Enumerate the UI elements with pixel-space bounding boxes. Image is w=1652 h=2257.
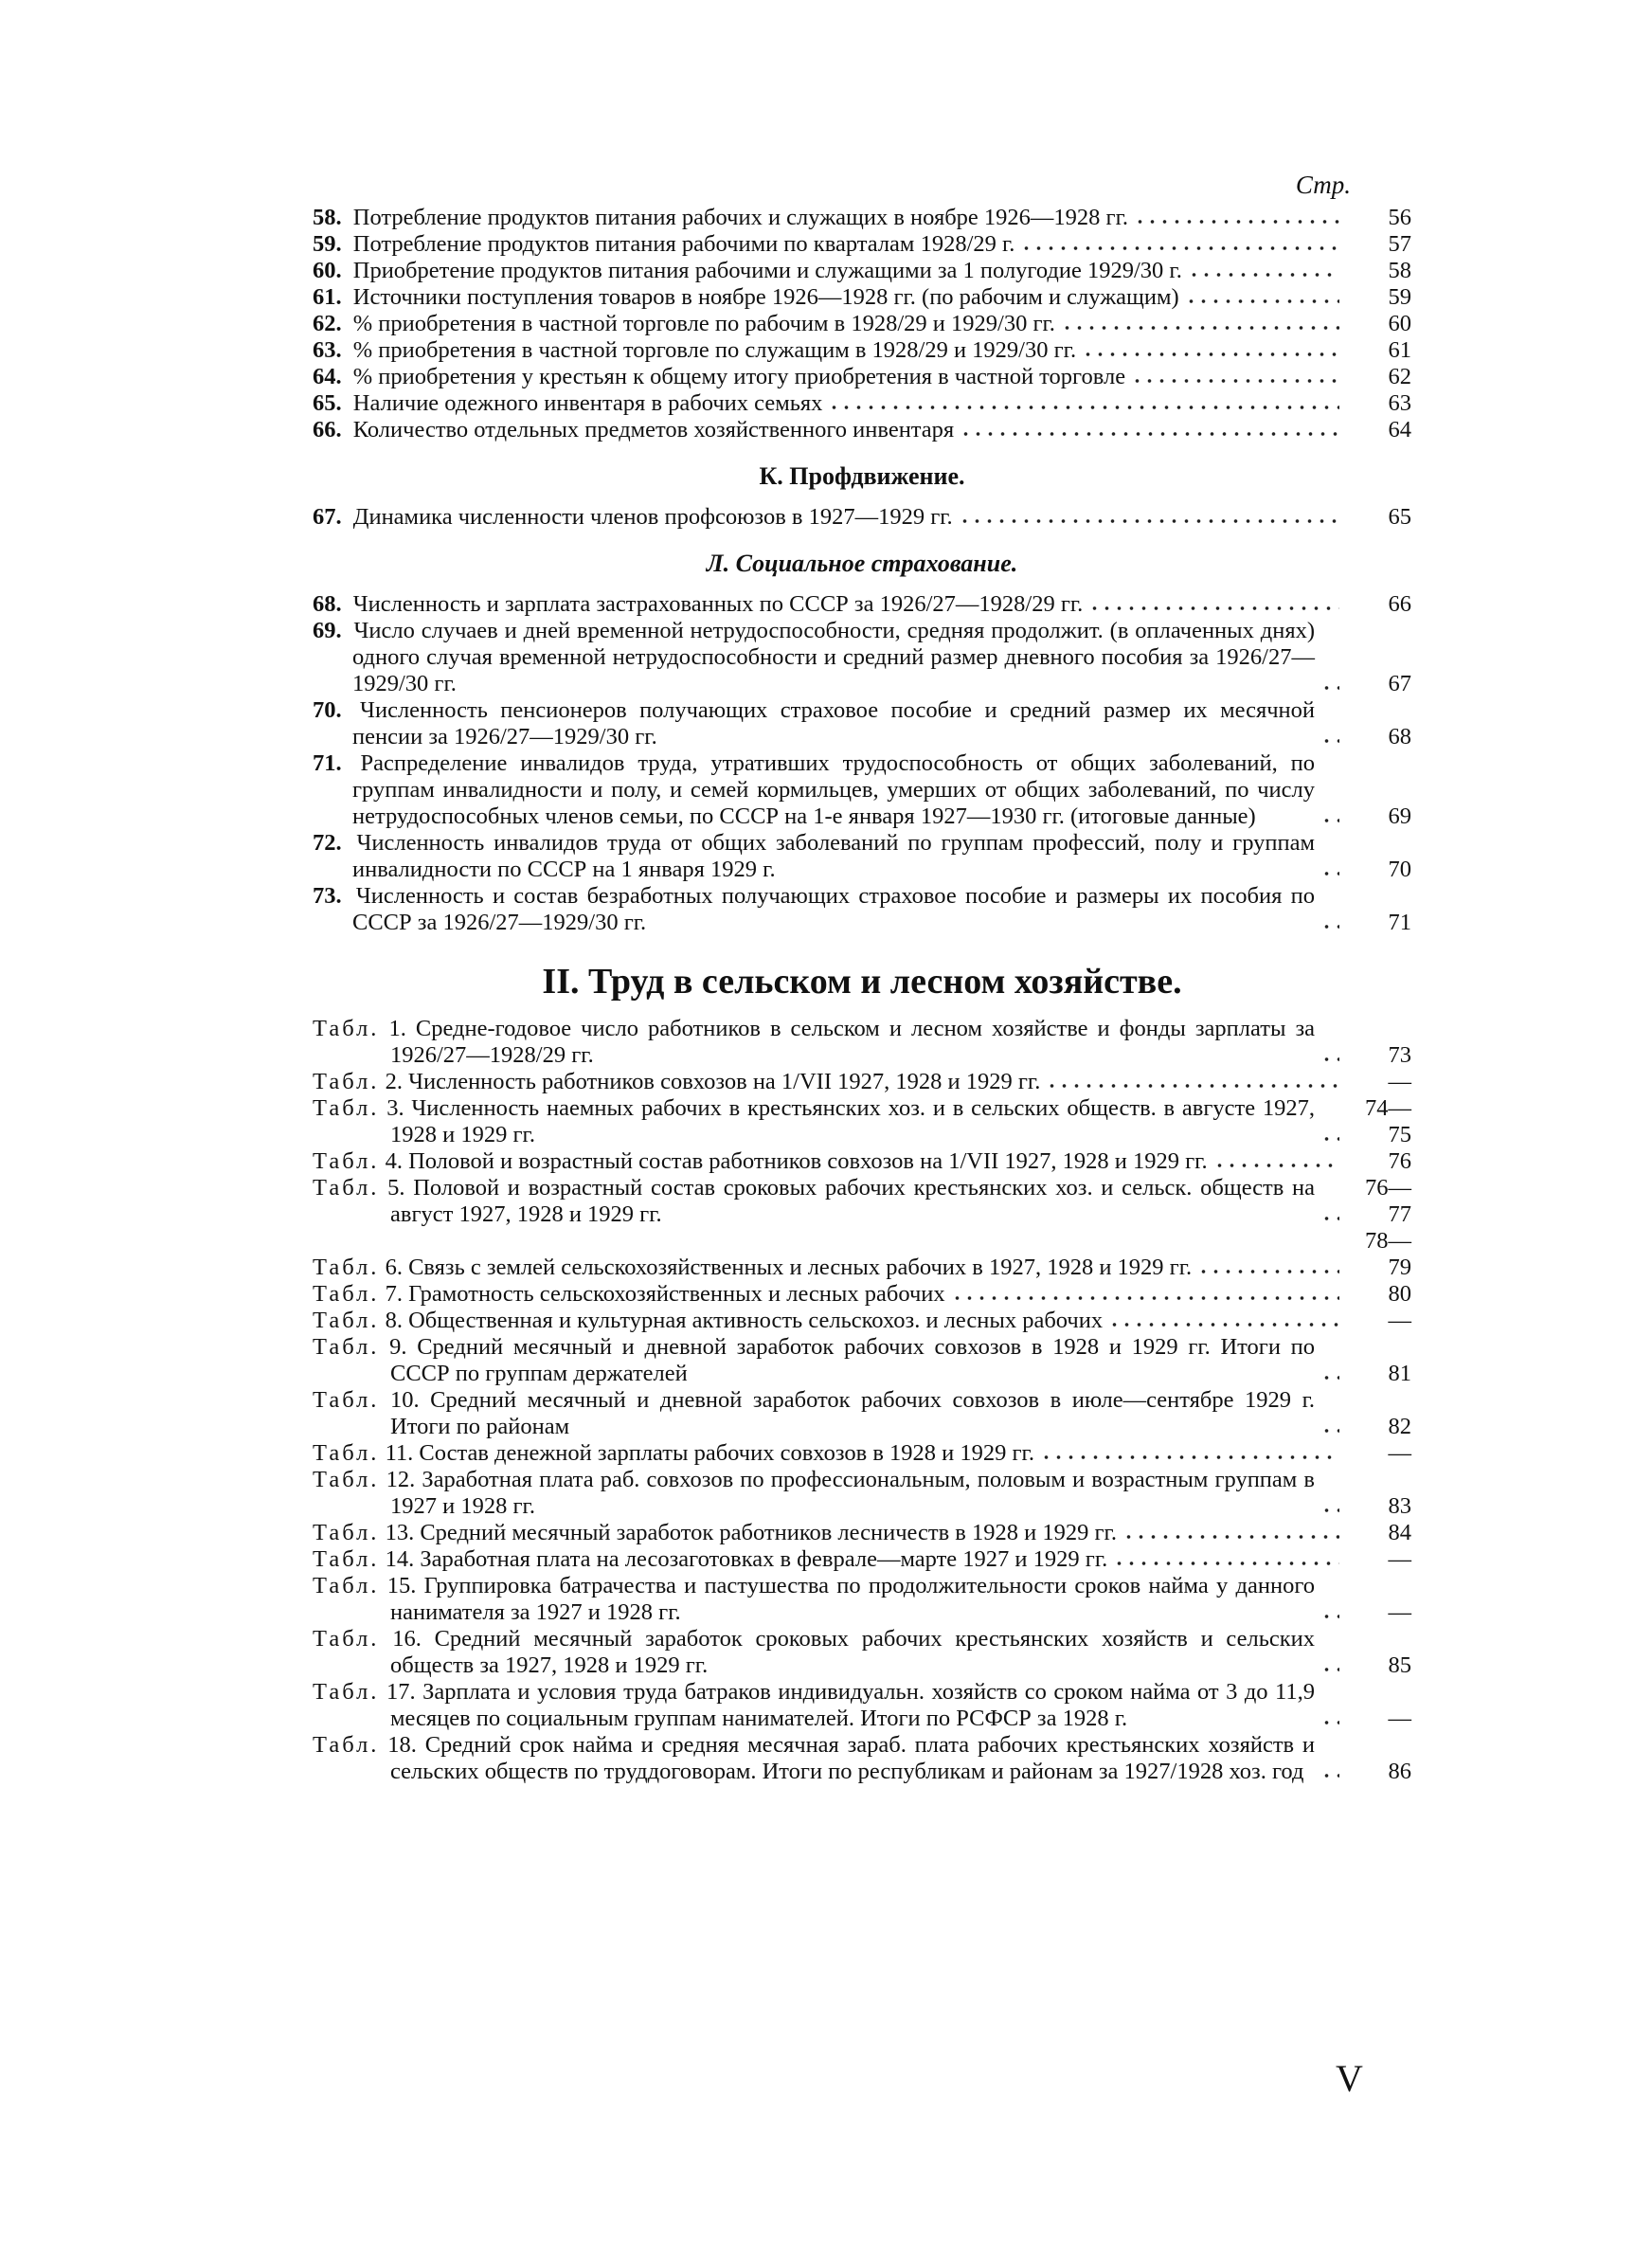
toc-entry: [313, 1732, 1411, 1785]
dot-leader: [1320, 1427, 1339, 1435]
toc-entry-text-block: [313, 390, 822, 417]
page-number: 58: [1388, 258, 1411, 283]
toc-entry-body: [313, 504, 1345, 531]
entry-number: 64.: [313, 364, 342, 389]
chapter-ii-title: II. Труд в сельском и лесном хозяйстве.: [542, 962, 1182, 1002]
entry-number: 72.: [313, 830, 342, 856]
dot-leader: [1185, 298, 1339, 305]
toc-entry-text-block: [313, 1308, 1103, 1334]
entry-title: Группировка батрачества и пастушества по продолжительности сроков найма у данного нанимателя за 1927 и 1928 гг.: [390, 1573, 1316, 1625]
page-number: 78—79: [1365, 1228, 1411, 1280]
page-number: 76—77: [1365, 1175, 1411, 1227]
entry-title: Численность наемных рабочих в крестьянских хоз. и в сельских обществ. в августе 1927, 1928 и 1929 гг.: [390, 1095, 1316, 1147]
toc-entry: [313, 697, 1411, 750]
toc-entry-body: [313, 1255, 1345, 1281]
table-label: Табл.: [313, 1679, 380, 1705]
toc-entry: [313, 1626, 1411, 1679]
toc-entry-text-block: [313, 1148, 1208, 1175]
page-number: 65: [1388, 504, 1411, 530]
page-number: —: [1388, 1440, 1411, 1466]
table-label: Табл.: [313, 1334, 380, 1360]
dot-leader: [1108, 1321, 1339, 1328]
toc-page: [313, 171, 1411, 1785]
entry-number: 7.: [385, 1281, 403, 1307]
entry-title: Численность инвалидов труда от общих заболеваний по группам профессий, полу и группам инвалидности по СССР на 1 января 1929 г.: [352, 830, 1316, 882]
entry-number: 65.: [313, 390, 342, 416]
entry-title: Потребление продуктов питания рабочих и служащих в ноябре 1926—1928 гг.: [352, 205, 1129, 230]
page-number: 84: [1388, 1520, 1411, 1545]
toc-entry-text-block: [313, 337, 1076, 364]
toc-entry-body: [313, 618, 1345, 697]
dot-leader: [1320, 1772, 1339, 1779]
entry-number: 62.: [313, 311, 342, 336]
toc-entry-text-block: [313, 231, 1015, 258]
entry-number: 14.: [385, 1546, 415, 1572]
page-number: 74—75: [1365, 1095, 1411, 1147]
entry-number: 5.: [387, 1175, 405, 1201]
page-number: 63: [1388, 390, 1411, 416]
page-number: 61: [1388, 337, 1411, 363]
entry-title: Зарплата и условия труда батраков индивидуальн. хозяйств со сроком найма от 3 до 11,9 месяцев по социальным группам нанимателей. Итоги по РСФСР за 1928 г.: [390, 1679, 1316, 1731]
page-folio: V: [1336, 2057, 1363, 2100]
dot-leader: [1320, 923, 1339, 930]
toc-entry-text-block: [313, 750, 1315, 830]
toc-entry-text-block: [313, 1467, 1315, 1520]
entry-title: Наличие одежного инвентаря в рабочих семьях: [352, 390, 823, 416]
entry-title: Приобретение продуктов питания рабочими и служащими за 1 полугодие 1929/30 г.: [352, 258, 1182, 283]
dot-leader: [1320, 1719, 1339, 1726]
dot-leader: [1020, 244, 1339, 252]
toc-entry-text-block: [313, 417, 954, 443]
page-number: 81: [1388, 1361, 1411, 1386]
dot-leader: [1134, 218, 1339, 226]
toc-entry-text-block: [313, 284, 1179, 311]
entry-title: Связь с землей сельскохозяйственных и лесных рабочих в 1927, 1928 и 1929 гг.: [408, 1255, 1193, 1280]
toc-entry-text-block: [313, 1546, 1107, 1573]
entry-number: 3.: [386, 1095, 404, 1121]
toc-entry: [313, 1679, 1411, 1732]
toc-entry-text-block: [313, 1069, 1040, 1095]
entry-number: 13.: [385, 1520, 415, 1545]
page-number: 64: [1388, 417, 1411, 442]
toc-entry: [313, 1148, 1411, 1175]
toc-entry-text-block: [313, 1281, 945, 1308]
toc-entry-text-block: [313, 1440, 1034, 1467]
page-number: —: [1388, 1599, 1411, 1625]
entry-title: Число случаев и дней временной нетрудоспособности, средняя продолжит. (в оплаченных днях) одного случая временной нетрудоспособности и средний размер дневного пособия за 1926/27—1929/30 гг.: [352, 618, 1316, 696]
dot-leader: [1320, 1507, 1339, 1514]
chapter-ii-list: [313, 1016, 1411, 1785]
section-l-list: [313, 591, 1411, 936]
entry-title: Заработная плата раб. совхозов по профессиональным, половым и возрастным группам в 1927 и 1928 гг.: [390, 1467, 1316, 1519]
page-number: 83: [1388, 1493, 1411, 1519]
toc-entry-body: [313, 1148, 1345, 1175]
toc-entry-body: [313, 364, 1345, 390]
toc-entry: [313, 337, 1411, 364]
table-label: Табл.: [313, 1626, 380, 1652]
toc-entry-text-block: [313, 1679, 1315, 1732]
toc-entry-text-block: [313, 1334, 1315, 1387]
toc-entry: [313, 1573, 1411, 1626]
toc-entry: [313, 1095, 1411, 1148]
dot-leader: [1197, 1268, 1339, 1275]
entry-title: Количество отдельных предметов хозяйственного инвентаря: [352, 417, 955, 442]
dot-leader: [1061, 324, 1339, 332]
entry-number: 2.: [385, 1069, 403, 1094]
entry-number: 66.: [313, 417, 342, 442]
toc-entry: [313, 364, 1411, 390]
toc-entry-body: [313, 205, 1345, 231]
toc-entry-body: [313, 417, 1345, 443]
toc-entry-body: [313, 1095, 1345, 1148]
entry-title: Численность пенсионеров получающих страховое пособие и средний размер их месячной пенсии за 1926/27—1929/30 гг.: [352, 697, 1316, 749]
table-label: Табл.: [313, 1016, 380, 1041]
dot-leader: [1113, 1560, 1339, 1567]
toc-entry-text-block: [313, 1255, 1192, 1281]
section-i-list: [313, 205, 1411, 443]
entry-number: 17.: [386, 1679, 416, 1705]
toc-entry-body: [313, 390, 1345, 417]
toc-entry: [313, 1069, 1411, 1095]
table-label: Табл.: [313, 1175, 380, 1201]
page-number: 86: [1388, 1759, 1411, 1784]
toc-entry-body: [313, 284, 1345, 311]
table-label: Табл.: [313, 1732, 380, 1758]
page-number: 69: [1388, 803, 1411, 829]
toc-entry-body: [313, 1016, 1345, 1069]
toc-entry: [313, 1520, 1411, 1546]
table-label: Табл.: [313, 1255, 380, 1280]
toc-entry-body: [313, 1573, 1345, 1626]
page-number: 70: [1388, 857, 1411, 882]
dot-leader: [828, 404, 1339, 411]
dot-leader: [1320, 684, 1339, 692]
entry-number: 16.: [392, 1626, 422, 1652]
entry-number: 9.: [389, 1334, 407, 1360]
toc-entry-text-block: [313, 697, 1315, 750]
entry-title: Средний месячный заработок работников лесничеств в 1928 и 1929 гг.: [420, 1520, 1117, 1545]
page-number: 62: [1388, 364, 1411, 389]
entry-title: % приобретения в частной торговле по рабочим в 1928/29 и 1929/30 гг.: [352, 311, 1055, 336]
toc-entry-body: [313, 311, 1345, 337]
table-label: Табл.: [313, 1281, 380, 1307]
entry-number: 69.: [313, 618, 342, 643]
dot-leader: [1088, 605, 1339, 612]
dot-leader: [1082, 351, 1339, 358]
toc-entry: [313, 618, 1411, 697]
entry-number: 67.: [313, 504, 342, 530]
table-label: Табл.: [313, 1467, 380, 1492]
toc-entry-body: [313, 1679, 1345, 1732]
dot-leader: [1320, 1135, 1339, 1143]
toc-entry-body: [313, 830, 1345, 883]
toc-entry: [313, 830, 1411, 883]
toc-entry: [313, 1175, 1411, 1228]
dot-leader: [1320, 817, 1339, 824]
dot-leader: [1213, 1162, 1339, 1169]
toc-entry-text-block: [313, 591, 1083, 618]
toc-entry-body: [313, 1334, 1345, 1387]
dot-leader: [1320, 1374, 1339, 1381]
toc-entry: [313, 1440, 1411, 1467]
table-label: Табл.: [313, 1095, 380, 1121]
entry-number: 71.: [313, 750, 342, 776]
toc-entry: [313, 311, 1411, 337]
page-number: —: [1388, 1069, 1411, 1094]
entry-number: 6.: [385, 1255, 403, 1280]
table-label: Табл.: [313, 1573, 380, 1598]
entry-title: Динамика численности членов профсоюзов в 1927—1929 гг.: [352, 504, 953, 530]
toc-entry: [313, 1228, 1411, 1281]
page-number: 85: [1388, 1652, 1411, 1678]
toc-entry: [313, 1467, 1411, 1520]
section-k-list: [313, 504, 1411, 531]
dot-leader: [1188, 271, 1339, 279]
entry-title: Средне-годовое число работников в сельском и лесном хозяйстве и фонды зарплаты за 1926/27—1928/29 гг.: [390, 1016, 1315, 1068]
dot-leader: [1320, 870, 1339, 877]
toc-entry: [313, 1546, 1411, 1573]
toc-entry: [313, 258, 1411, 284]
toc-entry-body: [313, 1387, 1345, 1440]
dot-leader: [1320, 1613, 1339, 1620]
page-number: 73: [1388, 1042, 1411, 1068]
entry-title: Общественная и культурная активность сельскохоз. и лесных рабочих: [408, 1308, 1104, 1333]
toc-entry-text-block: [313, 1095, 1315, 1148]
toc-entry: [313, 750, 1411, 830]
toc-entry-text-block: [313, 1573, 1315, 1626]
entry-number: 59.: [313, 231, 342, 257]
entry-title: Численность работников совхозов на 1/VII 1927, 1928 и 1929 гг.: [408, 1069, 1041, 1094]
toc-entry: [313, 1334, 1411, 1387]
entry-number: 68.: [313, 591, 342, 617]
page-number: 59: [1388, 284, 1411, 310]
table-label: Табл.: [313, 1520, 380, 1545]
entry-number: 12.: [386, 1467, 416, 1492]
dot-leader: [1046, 1082, 1339, 1090]
dot-leader: [959, 517, 1339, 525]
page-number: —: [1388, 1308, 1411, 1333]
toc-entry-text-block: [313, 258, 1182, 284]
table-label: Табл.: [313, 1546, 380, 1572]
toc-entry-text-block: [313, 364, 1125, 390]
toc-entry-text-block: [313, 1732, 1315, 1785]
entry-title: Средний месячный заработок сроковых рабочих крестьянских хозяйств и сельских обществ за 1927, 1928 и 1929 гг.: [390, 1626, 1316, 1678]
toc-entry-body: [313, 883, 1345, 936]
page-number: 71: [1388, 910, 1411, 935]
page-number: 82: [1388, 1414, 1411, 1439]
entry-title: Состав денежной зарплаты рабочих совхозов в 1928 и 1929 гг.: [419, 1440, 1034, 1466]
toc-entry-body: [313, 1440, 1345, 1467]
toc-entry: [313, 1387, 1411, 1440]
entry-number: 61.: [313, 284, 342, 310]
entry-number: 73.: [313, 883, 342, 909]
page-number: 57: [1388, 231, 1411, 257]
toc-entry-body: [313, 1175, 1345, 1228]
entry-number: 8.: [385, 1308, 403, 1333]
toc-entry: [313, 883, 1411, 936]
dot-leader: [960, 430, 1339, 438]
page-number: 66: [1388, 591, 1411, 617]
entry-number: 10.: [389, 1387, 420, 1413]
entry-title: Потребление продуктов питания рабочими по кварталам 1928/29 г.: [352, 231, 1015, 257]
toc-entry: [313, 417, 1411, 443]
table-label: Табл.: [313, 1308, 380, 1333]
entry-title: Средний месячный и дневной заработок рабочих совхозов в 1928 и 1929 гг. Итоги по СССР по группам держателей: [390, 1334, 1316, 1386]
section-l-title: Л. Социальное страхование.: [706, 550, 1018, 577]
entry-number: 1.: [388, 1016, 406, 1041]
toc-entry-text-block: [313, 504, 953, 531]
toc-entry-text-block: [313, 1626, 1315, 1679]
dot-leader: [1122, 1533, 1339, 1541]
dot-leader: [1320, 1215, 1339, 1222]
toc-entry-text-block: [313, 205, 1128, 231]
toc-entry-text-block: [313, 1016, 1315, 1069]
entry-title: Численность и состав безработных получающих страховое пособие и размеры их пособия по СССР за 1926/27—1929/30 гг.: [352, 883, 1315, 935]
entry-title: Распределение инвалидов труда, утративших трудоспособность от общих заболеваний, по группам инвалидности и полу, и семей кормильцев, умерших от общих заболеваний, по числу нетрудоспособных членов семьи, по СССР на 1-е января 1927—1930 гг. (итоговые данные): [352, 750, 1316, 829]
dot-leader: [951, 1294, 1339, 1302]
toc-entry-text-block: [313, 883, 1315, 936]
entry-title: % приобретения у крестьян к общему итогу приобретения в частной торговле: [352, 364, 1126, 389]
entry-number: 58.: [313, 205, 342, 230]
entry-title: Средний срок найма и средняя месячная зараб. плата рабочих крестьянских хозяйств и сельских обществ по труддоговорам. Итоги по республикам и районам за 1927/1928 хоз. год: [390, 1732, 1316, 1784]
entry-title: Половой и возрастный состав работников совхозов на 1/VII 1927, 1928 и 1929 гг.: [408, 1148, 1208, 1174]
toc-entry: [313, 390, 1411, 417]
toc-entry-body: [313, 1546, 1345, 1573]
page-number: 56: [1388, 205, 1411, 230]
page-number: 76: [1388, 1148, 1411, 1174]
entry-title: Средний месячный и дневной заработок рабочих совхозов в июле—сентябре 1929 г. Итоги по районам: [390, 1387, 1315, 1439]
toc-entry: [313, 504, 1411, 531]
entry-number: 15.: [386, 1573, 417, 1598]
page-number: 60: [1388, 311, 1411, 336]
table-label: Табл.: [313, 1148, 380, 1174]
toc-entry-body: [313, 1281, 1345, 1308]
toc-entry-body: [313, 1732, 1345, 1785]
toc-entry-body: [313, 591, 1345, 618]
entry-title: Численность и зарплата застрахованных по СССР за 1926/27—1928/29 гг.: [352, 591, 1084, 617]
toc-entry-body: [313, 697, 1345, 750]
toc-entry-body: [313, 337, 1345, 364]
toc-entry: [313, 1016, 1411, 1069]
entry-title: % приобретения в частной торговле по служащим в 1928/29 и 1929/30 гг.: [352, 337, 1077, 363]
entry-title: Заработная плата на лесозаготовках в феврале—марте 1927 и 1929 гг.: [420, 1546, 1108, 1572]
table-label: Табл.: [313, 1387, 380, 1413]
entry-number: 63.: [313, 337, 342, 363]
toc-entry-body: [313, 258, 1345, 284]
page-number: —: [1388, 1706, 1411, 1731]
toc-entry-body: [313, 231, 1345, 258]
page-number: 68: [1388, 724, 1411, 749]
toc-entry-body: [313, 1626, 1345, 1679]
page-number: 67: [1388, 671, 1411, 696]
dot-leader: [1320, 737, 1339, 745]
dot-leader: [1320, 1666, 1339, 1673]
toc-entry-body: [313, 1467, 1345, 1520]
entry-title: Источники поступления товаров в ноябре 1926—1928 гг. (по рабочим и служащим): [352, 284, 1179, 310]
toc-entry-text-block: [313, 618, 1315, 697]
page-column-header: Стр.: [1295, 171, 1351, 199]
toc-entry: [313, 1281, 1411, 1308]
page-number: —: [1388, 1546, 1411, 1572]
dot-leader: [1131, 377, 1339, 385]
page-number: 80: [1388, 1281, 1411, 1307]
entry-number: 4.: [385, 1148, 403, 1174]
toc-entry: [313, 1308, 1411, 1334]
toc-entry: [313, 284, 1411, 311]
table-label: Табл.: [313, 1440, 380, 1466]
toc-entry-text-block: [313, 830, 1315, 883]
toc-entry: [313, 591, 1411, 618]
entry-title: Грамотность сельскохозяйственных и лесных рабочих: [408, 1281, 945, 1307]
toc-entry: [313, 231, 1411, 258]
toc-entry-text-block: [313, 1520, 1117, 1546]
toc-entry-text-block: [313, 1387, 1315, 1440]
entry-title: Половой и возрастный состав сроковых рабочих крестьянских хоз. и сельск. обществ на август 1927, 1928 и 1929 гг.: [390, 1175, 1316, 1227]
toc-entry-body: [313, 750, 1345, 830]
entry-number: 60.: [313, 258, 342, 283]
entry-number: 11.: [385, 1440, 414, 1466]
toc-entry-body: [313, 1520, 1345, 1546]
entry-number: 18.: [387, 1732, 417, 1758]
entry-number: 70.: [313, 697, 342, 723]
toc-entry-text-block: [313, 1175, 1315, 1228]
toc-entry-text-block: [313, 311, 1055, 337]
dot-leader: [1040, 1454, 1339, 1461]
toc-entry-body: [313, 1069, 1345, 1095]
toc-entry-body: [313, 1308, 1345, 1334]
section-k-title: К. Профдвижение.: [759, 462, 965, 490]
toc-entry: [313, 205, 1411, 231]
table-label: Табл.: [313, 1069, 380, 1094]
dot-leader: [1320, 1056, 1339, 1063]
